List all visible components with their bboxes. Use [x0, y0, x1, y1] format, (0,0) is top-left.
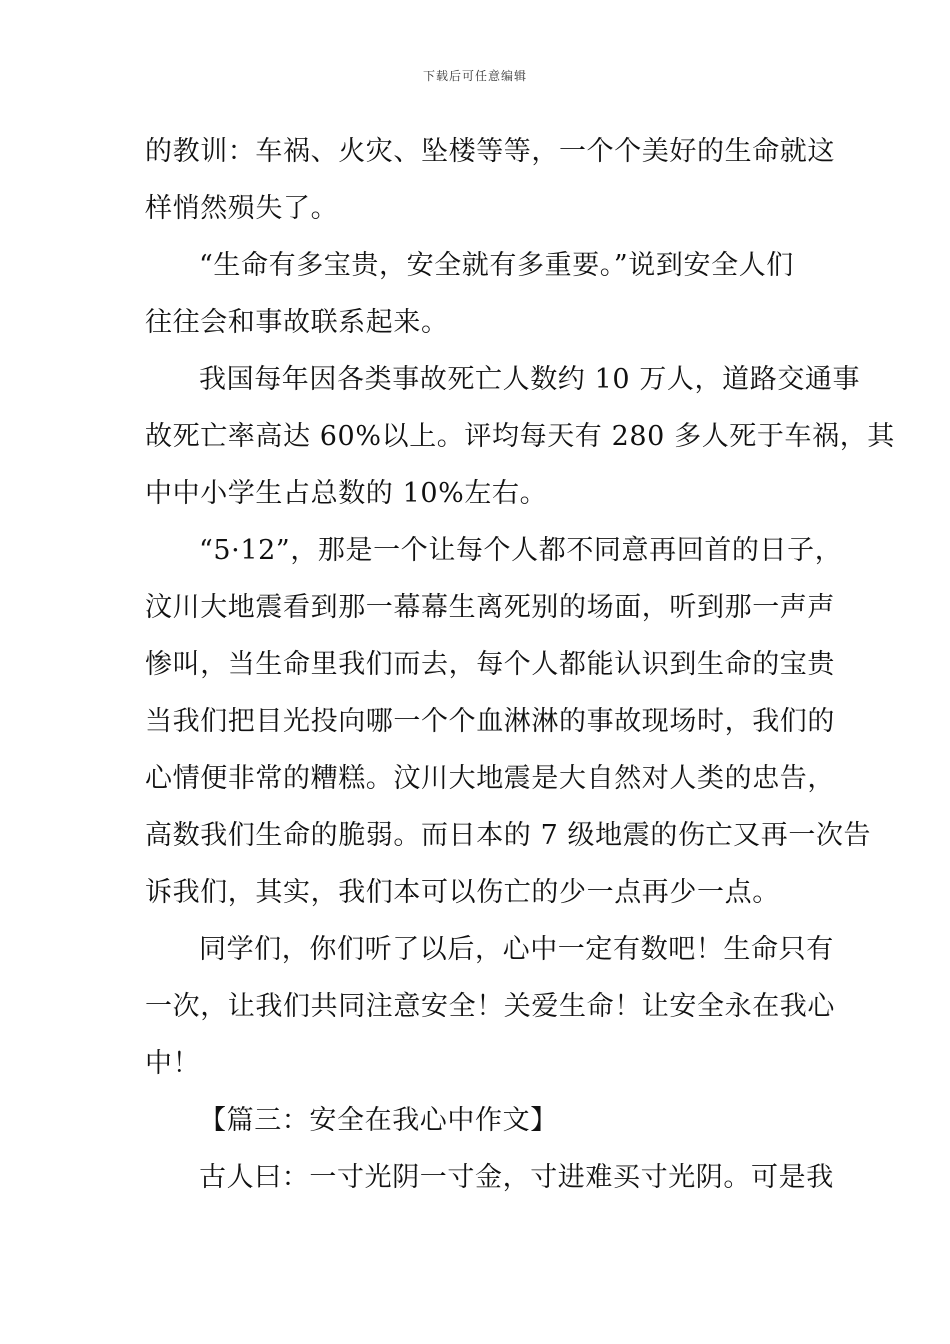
text-line: 样悄然殒失了。 — [145, 193, 339, 224]
essay-body — [145, 128, 895, 1211]
page-header-note: 下载后可任意编辑 — [422, 69, 527, 83]
text-line: 汶川大地震看到那一幕幕生离死别的场面，听到那一声声 — [145, 592, 835, 623]
text-line: 中！ — [145, 1048, 201, 1079]
text-line: 一次，让我们共同注意安全！关爱生命！让安全永在我心 — [145, 991, 835, 1022]
text-line: 的教训：车祸、火灾、坠楼等等，一个个美好的生命就这 — [145, 136, 835, 167]
text-line: 诉我们，其实，我们本可以伤亡的少一点再少一点。 — [145, 877, 780, 908]
section-heading: 【篇三：安全在我心中作文】 — [199, 1105, 558, 1136]
text-line: 高数我们生命的脆弱。而日本的 7 级地震的伤亡又再一次告 — [145, 820, 872, 851]
text-line: 我国每年因各类事故死亡人数约 10 万人，道路交通事 — [199, 364, 861, 395]
text-line: 中中小学生占总数的 10%左右。 — [145, 478, 548, 509]
text-line: 古人曰：一寸光阴一寸金，寸进难买寸光阴。可是我 — [199, 1162, 834, 1193]
text-line: 同学们，你们听了以后，心中一定有数吧！生命只有 — [199, 934, 834, 965]
text-line: 故死亡率高达 60%以上。评均每天有 280 多人死于车祸，其 — [145, 421, 895, 452]
text-line: 往往会和事故联系起来。 — [145, 307, 449, 338]
text-line: 心情便非常的糟糕。汶川大地震是大自然对人类的忠告， — [145, 763, 835, 794]
text-line: 惨叫，当生命里我们而去，每个人都能认识到生命的宝贵 — [145, 649, 835, 680]
text-line: “生命有多宝贵，安全就有多重要。”说到安全人们 — [199, 250, 794, 281]
text-line: “5·12”，那是一个让每个人都不同意再回首的日子， — [199, 535, 843, 566]
text-line: 当我们把目光投向哪一个个血淋淋的事故现场时，我们的 — [145, 706, 835, 737]
